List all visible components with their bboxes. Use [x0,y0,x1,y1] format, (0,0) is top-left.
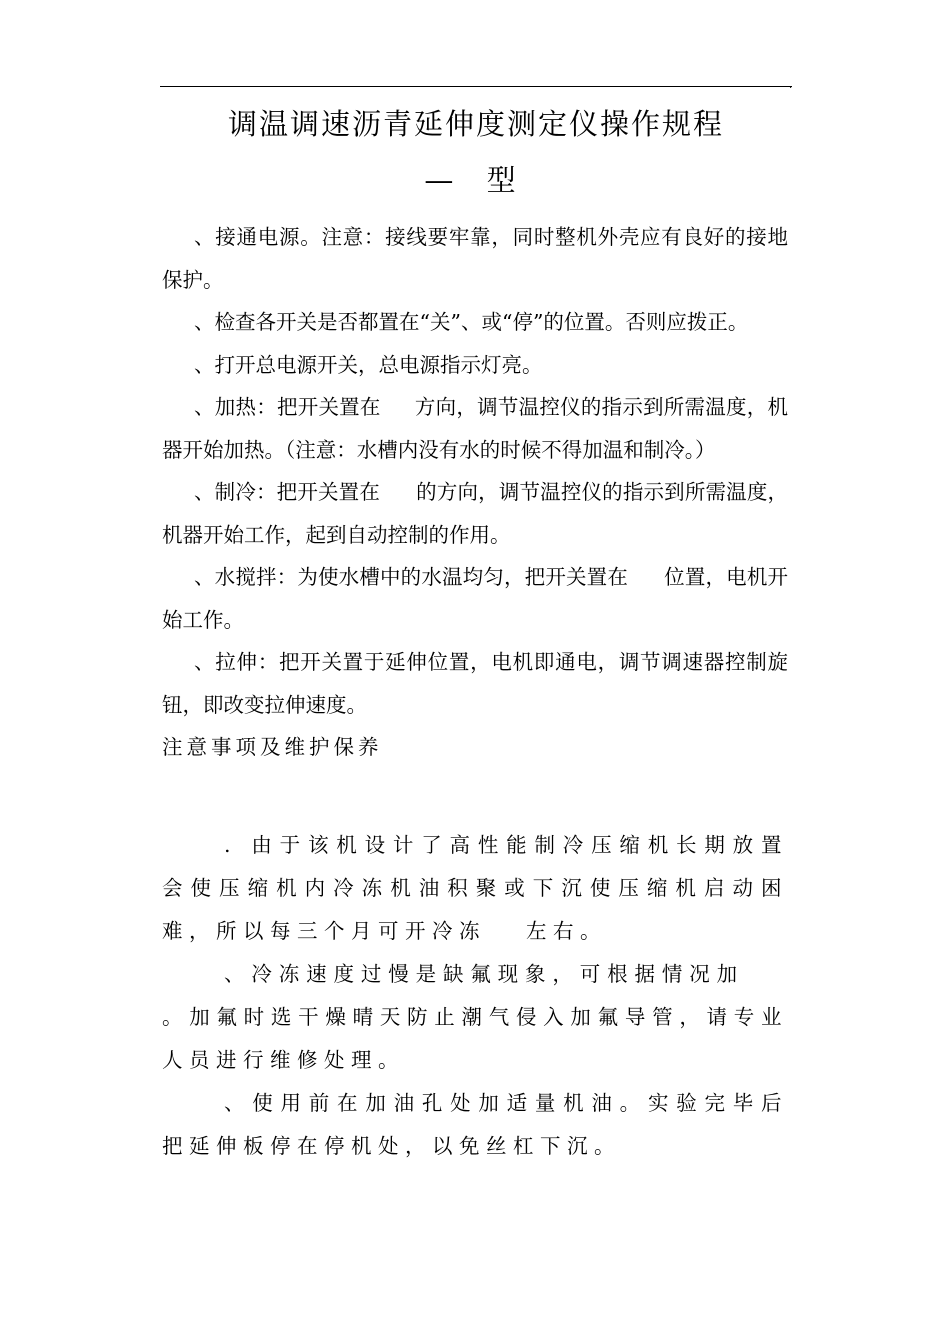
step-4 [162,386,788,471]
note-text: 、冷冻速度过慢是缺氟现象，可根据情况加 [224,962,744,986]
step-text-cont: 的方向，调节温控仪的指示到所需温度，机器开始工作，起到自动控制的作用。 [162,480,788,547]
step-text: 、接通电源。注意：接线要牢靠，同时整机外壳应有良好的接地保护。 [162,225,788,292]
step-2 [162,301,788,344]
operation-steps [162,216,788,769]
note-text-cont: 左右。 [526,919,607,943]
step-7 [162,641,788,726]
note-1 [162,824,788,953]
page-title: 调温调速沥青延伸度测定仪操作规程 [227,107,724,141]
note-text: 、使用前在加油孔处加适量机油。实验完毕后把延伸板停在停机处，以免丝杠下沉。 [162,1091,788,1158]
header-tick: . [789,80,793,91]
step-text: 、检查各开关是否都置在“关”、或“停”的位置。否则应拨正。 [194,310,749,334]
note-2 [162,953,788,1082]
step-3 [162,344,788,387]
step-text-cont: 位置，电机开始工作。 [162,565,788,632]
maintenance-notes [162,824,788,1168]
step-text: 、拉伸：把开关置于延伸位置，电机即通电，调节调速器控制旋钮，即改变拉伸速度。 [162,650,788,717]
step-text-cont: 方向，调节温控仪的指示到所需温度，机器开始加热。（注意：水槽内没有水的时候不得加温和制冷。） [162,395,789,462]
step-6 [162,556,788,641]
note-text: . 由于该机设计了高性能制冷压缩机长期放置会使压缩机内冷冻机油积聚或下沉使压缩机启动困难，所以每三个月可开冷冻 [162,833,788,943]
step-text: 、制冷：把开关置在 [194,480,380,504]
step-5 [162,471,788,556]
notes-heading: 注意事项及维护保养 [162,735,383,759]
step-text: 、加热：把开关置在 [194,395,381,419]
step-text: 、打开总电源开关，总电源指示灯亮。 [194,352,543,377]
header-rule [160,86,792,87]
step-text: 、水搅拌：为使水槽中的水温均匀，把开关置在 [194,565,628,589]
note-3 [162,1082,788,1168]
page-subtitle: — 型 [424,163,528,197]
note-text-cont: 。加氟时选干燥晴天防止潮气侵入加氟导管，请专业人员进行维修处理。 [162,1005,788,1072]
step-1 [162,216,788,301]
